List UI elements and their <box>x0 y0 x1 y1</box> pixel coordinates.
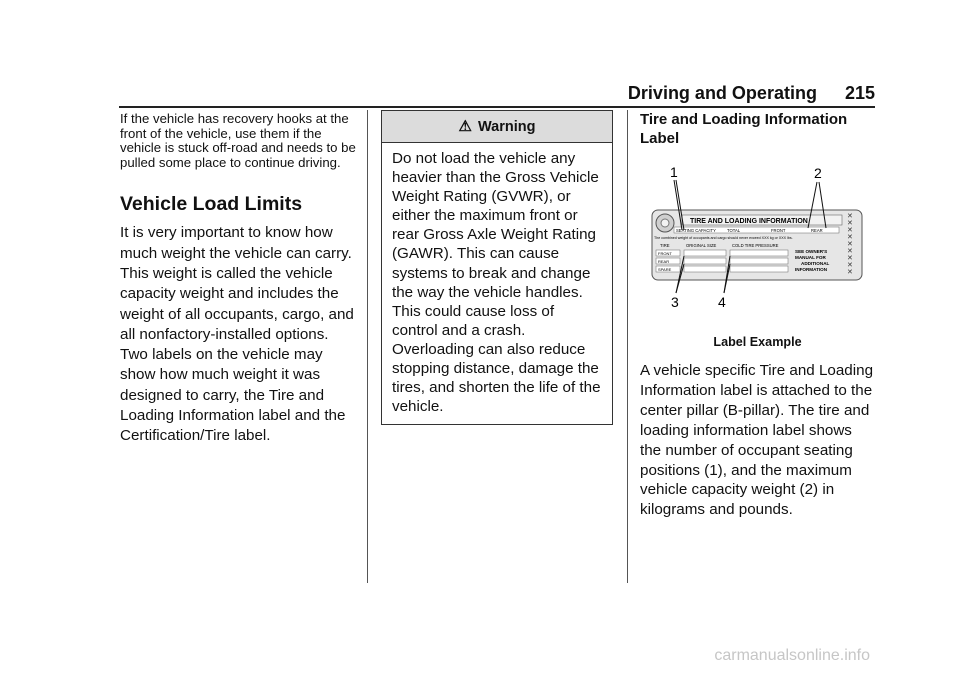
column-divider-2 <box>627 110 628 583</box>
site-watermark: carmanualsonline.info <box>714 647 870 664</box>
see-manual-line-2: MANUAL FOR <box>795 255 826 260</box>
tire-label-illustration <box>640 160 875 320</box>
tire-header: TIRE <box>660 243 670 248</box>
svg-text:✕: ✕ <box>847 227 853 234</box>
svg-text:✕: ✕ <box>847 213 853 220</box>
column-2 <box>381 110 613 425</box>
label-description-paragraph: A vehicle specific Tire and Loading Information label is attached to the center pillar (B-pillar). The tire and loading information label shows the number of occupant seating positions (1), and the maximum vehicle capacity weight (2) in kilograms and pounds. <box>640 362 874 519</box>
svg-text:✕: ✕ <box>847 241 853 248</box>
seating-capacity-label: SEATING CAPACITY <box>676 228 716 233</box>
vehicle-load-limits-heading: Vehicle Load Limits <box>120 193 303 216</box>
tire-loading-heading: Tire and Loading Information Label <box>640 111 848 147</box>
front-label: FRONT <box>771 228 786 233</box>
label-title: TIRE AND LOADING INFORMATION <box>690 218 808 225</box>
callout-4: 4 <box>718 294 726 310</box>
section-title: Driving and Operating <box>627 83 817 103</box>
tire-row-spare: SPARE <box>658 267 672 272</box>
svg-text:✕: ✕ <box>847 262 853 269</box>
warning-header <box>382 111 612 143</box>
figure-caption: Label Example <box>713 335 802 349</box>
see-manual-line-3: ADDITIONAL <box>801 261 830 266</box>
zigzag-edge <box>847 213 853 276</box>
column-1 <box>120 110 356 447</box>
svg-text:✕: ✕ <box>847 220 853 227</box>
tire-row-front: FRONT <box>658 251 672 256</box>
see-manual-line-1: SEE OWNER'S <box>795 249 828 254</box>
callout-2: 2 <box>814 165 822 181</box>
header-rule <box>119 106 875 108</box>
svg-text:✕: ✕ <box>847 269 853 276</box>
combined-weight-note: The combined weight of occupants and cargo should never exceed XXX kg or XXX lbs. <box>654 236 793 240</box>
warning-title: Warning <box>477 118 536 135</box>
tire-row-rear: REAR <box>658 259 670 264</box>
callout-3: 3 <box>671 294 679 310</box>
svg-text:✕: ✕ <box>847 234 853 241</box>
original-size-header: ORIGINAL SIZE <box>686 243 717 248</box>
warning-icon: ⚠ <box>458 118 472 135</box>
load-limits-paragraph: It is very important to know how much weight the vehicle can carry. This weight is called the vehicle capacity weight and includes the weight of all occupants, cargo, and all nonfactory-installed options. Two labels on the vehicle may show how much weight it was designed to carry, the Tire and Loading Information label and the Certification/Tire label. <box>120 224 354 445</box>
column-3 <box>640 110 875 520</box>
svg-text:✕: ✕ <box>847 255 853 262</box>
recovery-hooks-paragraph: If the vehicle has recovery hooks at the front of the vehicle, use them if the vehicle is stuck off-road and needs to be pulled some place to continue driving. <box>120 111 356 170</box>
page-header <box>628 83 875 104</box>
warning-box <box>381 110 613 425</box>
total-label: TOTAL <box>727 228 741 233</box>
page-number: 215 <box>844 83 875 103</box>
see-manual-line-4: INFORMATION <box>795 267 828 272</box>
rear-label: REAR <box>811 228 823 233</box>
tire-label-figure <box>640 160 875 320</box>
column-divider-1 <box>367 110 368 583</box>
callout-1: 1 <box>670 164 678 180</box>
svg-text:✕: ✕ <box>847 248 853 255</box>
cold-pressure-header: COLD TIRE PRESSURE <box>732 243 779 248</box>
warning-text: Do not load the vehicle any heavier than the Gross Vehicle Weight Rating (GVWR), or either the maximum front or rear Gross Axle Weight Rating (GAWR). This can cause systems to break and change the way the vehicle handles. This could cause loss of control and a crash. Overloading can also reduce stopping distance, damage the tires, and shorten the life of the vehicle. <box>392 150 601 416</box>
